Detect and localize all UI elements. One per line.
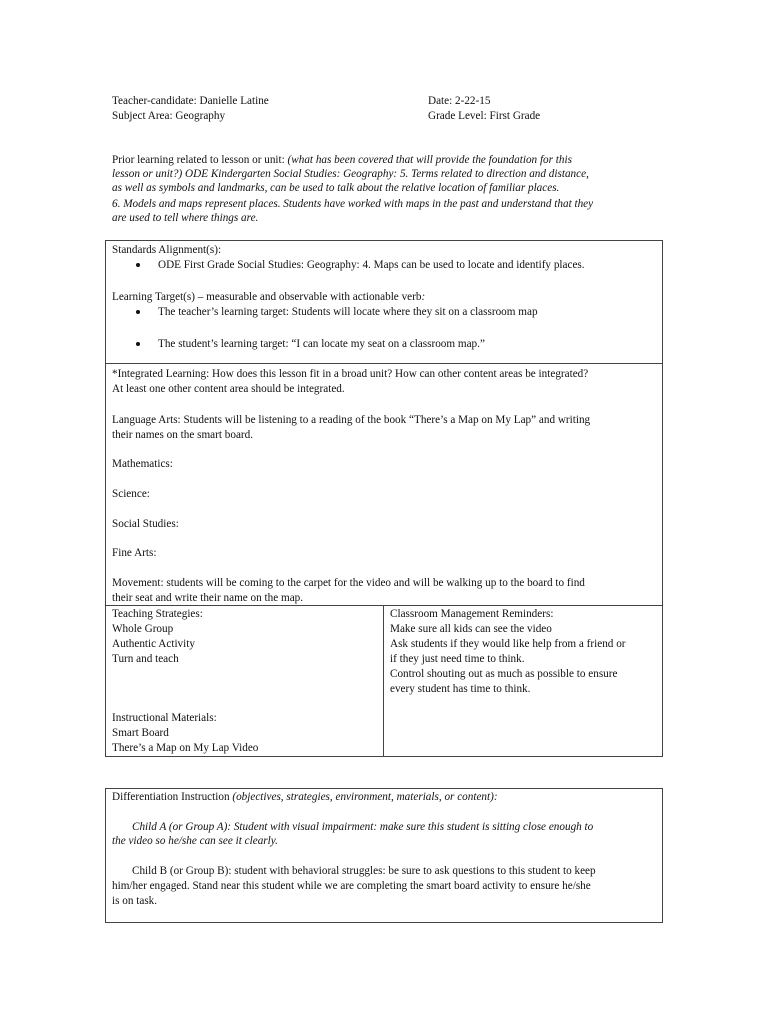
prior-learning-line-4: 6. Models and maps represent places. Students have worked with maps in the past and understand that they (112, 198, 594, 210)
student-learning-target: The student’s learning target: “I can locate my seat on a classroom map.” (158, 338, 485, 350)
language-arts-line-2: their names on the smart board. (112, 429, 254, 441)
teaching-strategy-item: Whole Group (112, 623, 174, 635)
bullet-icon (136, 310, 140, 314)
integrated-learning-line-1: *Integrated Learning: How does this lesson fit in a broad unit? How can other content areas be integrated? (112, 368, 589, 380)
learning-targets-heading: Learning Target(s) – measurable and observable with actionable verb: (112, 291, 426, 303)
differentiation-table (105, 788, 663, 923)
instructional-materials-heading: Instructional Materials: (112, 712, 217, 724)
bullet-icon (136, 263, 140, 267)
standards-heading: Standards Alignment(s): (112, 244, 222, 256)
classroom-reminder-line: Control shouting out as much as possible to ensure (390, 668, 618, 680)
teaching-strategy-item: Turn and teach (112, 653, 179, 665)
classroom-reminder-line: Make sure all kids can see the video (390, 623, 552, 635)
child-a-line-1: Child A (or Group A): Student with visual impairment: make sure this student is sitting close enough to (132, 821, 594, 833)
movement-line-2: their seat and write their name on the map. (112, 592, 304, 604)
child-a-line-2: the video so he/she can see it clearly. (112, 835, 278, 847)
fine-arts-label: Fine Arts: (112, 547, 157, 559)
child-b-line-1: Child B (or Group B): student with behavioral struggles: be sure to ask questions to this student to keep (132, 865, 596, 877)
grade-level: Grade Level: First Grade (428, 110, 541, 122)
standards-item: ODE First Grade Social Studies: Geography: 4. Maps can be used to locate and identify places. (158, 259, 585, 271)
prior-learning-line-2: lesson or unit?) ODE Kindergarten Social Studies: Geography: 5. Terms related to direction and distance, (112, 168, 589, 180)
table-divider-standards (105, 363, 663, 364)
mathematics-label: Mathematics: (112, 458, 173, 470)
prior-learning-label: Prior learning related to lesson or unit: (112, 154, 288, 166)
prior-learning-prompt: (what has been covered that will provide the foundation for this (287, 154, 572, 166)
teaching-strategy-item: Authentic Activity (112, 638, 195, 650)
child-b-line-2: him/her engaged. Stand near this student while we are completing the smart board activity to ensure he/she (112, 880, 591, 892)
social-studies-label: Social Studies: (112, 518, 179, 530)
teaching-strategies-heading: Teaching Strategies: (112, 608, 203, 620)
movement-line-1: Movement: students will be coming to the carpet for the video and will be walking up to the board to find (112, 577, 585, 589)
prior-learning-line-5: are used to tell where things are. (112, 212, 259, 224)
integrated-learning-line-2: At least one other content area should be integrated. (112, 383, 345, 395)
prior-learning-line-3: as well as symbols and landmarks, can be used to talk about the relative location of familiar places. (112, 182, 560, 194)
bullet-icon (136, 342, 140, 346)
language-arts-line-1: Language Arts: Students will be listening to a reading of the book “There’s a Map on My Lap” and writing (112, 414, 591, 426)
science-label: Science: (112, 488, 150, 500)
teacher-learning-target: The teacher’s learning target: Students will locate where they sit on a classroom map (158, 306, 538, 318)
teacher-candidate: Teacher-candidate: Danielle Latine (112, 95, 269, 107)
instructional-material-item: Smart Board (112, 727, 169, 739)
child-b-line-3: is on task. (112, 895, 158, 907)
subject-area: Subject Area: Geography (112, 110, 226, 122)
classroom-reminder-line: Ask students if they would like help from a friend or (390, 638, 626, 650)
classroom-reminder-line: every student has time to think. (390, 683, 531, 695)
classroom-reminder-line: if they just need time to think. (390, 653, 525, 665)
classroom-management-heading: Classroom Management Reminders: (390, 608, 554, 620)
table-column-divider (383, 605, 384, 757)
differentiation-heading: Differentiation Instruction (objectives, strategies, environment, materials, or content): (112, 791, 498, 803)
instructional-material-item: There’s a Map on My Lap Video (112, 742, 259, 754)
lesson-date: Date: 2-22-15 (428, 95, 491, 107)
prior-learning-line-1 (112, 153, 572, 168)
